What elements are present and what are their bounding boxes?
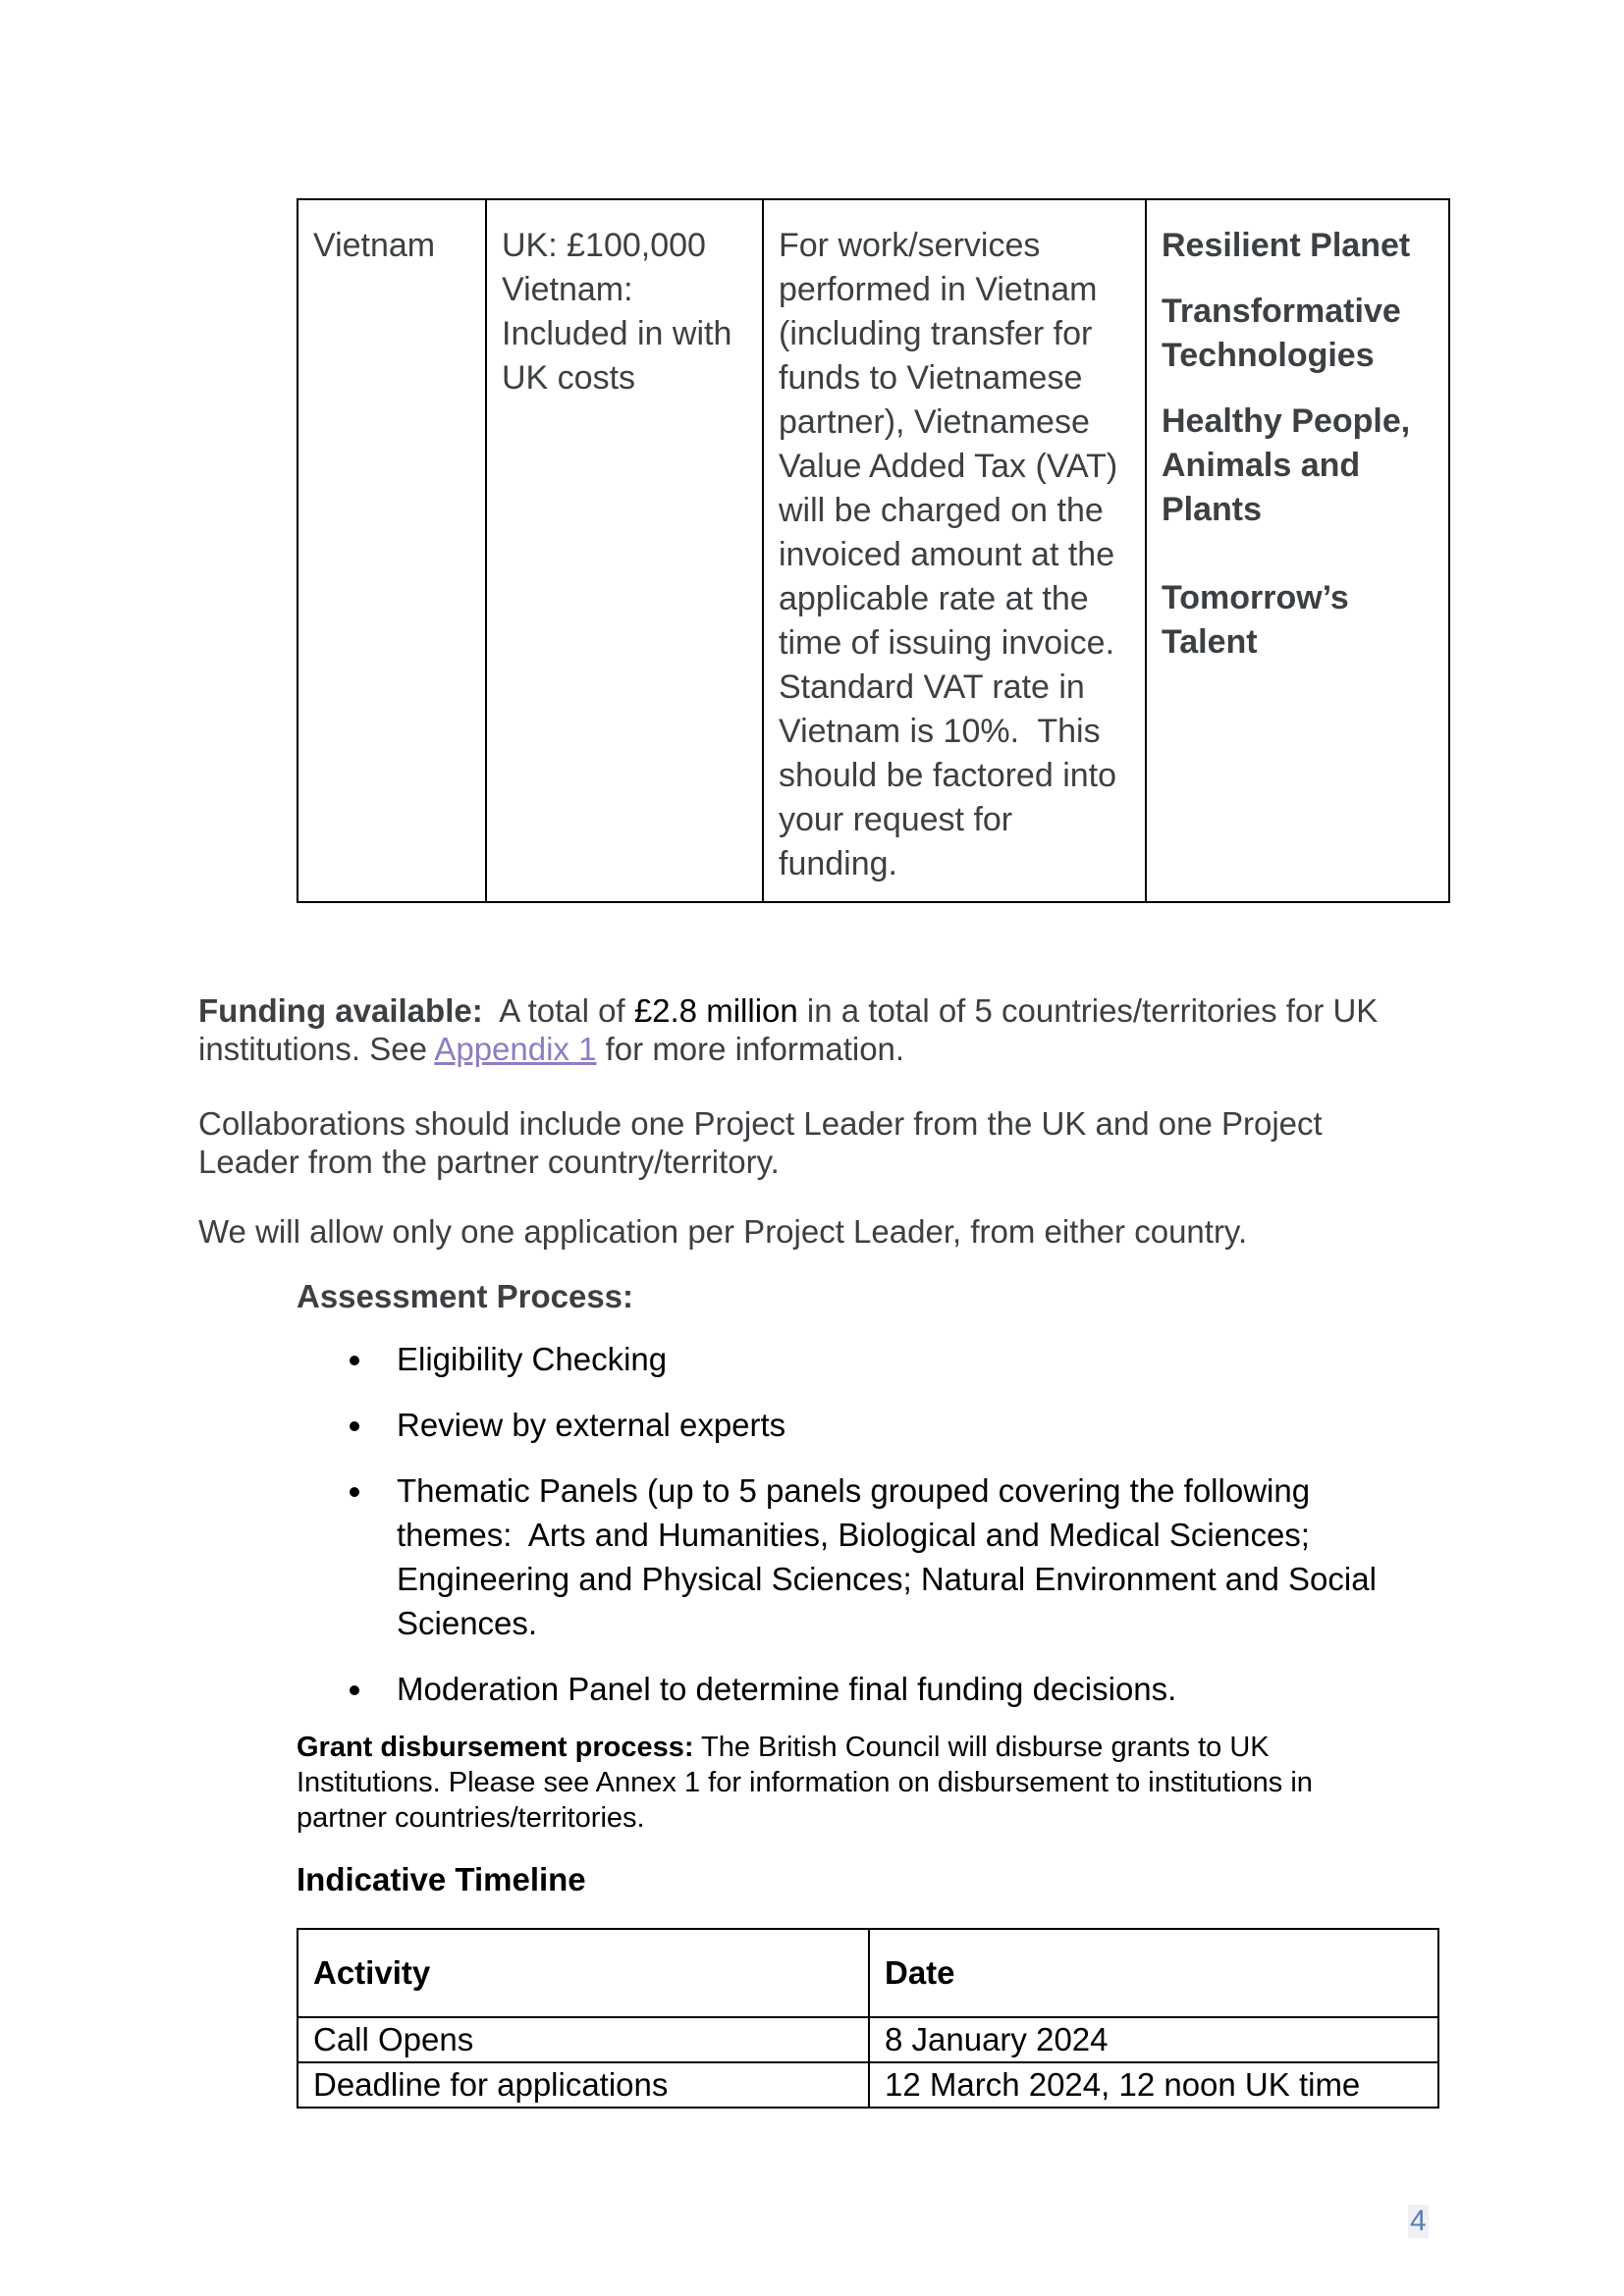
country-cell — [298, 199, 486, 902]
list-item-text: Review by external experts — [397, 1407, 786, 1443]
funding-text: A total of — [482, 992, 634, 1029]
vat-line: partner), Vietnamese — [779, 403, 1090, 441]
theme-transformative-technologies: Transformative — [1162, 293, 1401, 330]
vat-line: Vietnam is 10%. This — [779, 713, 1101, 750]
vat-line: will be charged on the — [779, 492, 1104, 529]
column-header-activity: Activity — [298, 1929, 869, 2017]
bullet-icon — [350, 1356, 359, 1365]
vat-line: performed in Vietnam — [779, 271, 1098, 308]
list-item-text: Moderation Panel to determine final funding decisions. — [397, 1671, 1177, 1707]
page-number: 4 — [1410, 2205, 1427, 2237]
vat-line: Standard VAT rate in — [779, 668, 1085, 706]
vat-line: invoiced amount at the — [779, 536, 1115, 573]
list-item-text: Thematic Panels (up to 5 panels grouped covering the following — [397, 1472, 1311, 1509]
activity-cell: Deadline for applications — [298, 2062, 869, 2108]
vat-line: (including transfer for — [779, 315, 1093, 352]
table-row — [298, 199, 1449, 902]
vat-line: time of issuing invoice. — [779, 624, 1115, 662]
theme-healthy-people: Healthy People, — [1162, 402, 1411, 440]
disbursement-label: Grant disbursement process: — [297, 1732, 694, 1763]
theme-resilient-planet: Resilient Planet — [1162, 227, 1411, 264]
list-item-text: Engineering and Physical Sciences; Natural Environment and Social — [397, 1561, 1377, 1597]
vat-line: applicable rate at the — [779, 580, 1089, 617]
bullet-icon — [350, 1421, 359, 1431]
funding-line: Vietnam: — [502, 271, 633, 308]
list-item-text: themes: Arts and Humanities, Biological and Medical Sciences; — [397, 1517, 1310, 1553]
bullet-icon — [350, 1487, 359, 1497]
funding-text: institutions. See — [198, 1031, 435, 1067]
funding-available-paragraph — [198, 991, 1378, 1068]
disbursement-text: Institutions. Please see Annex 1 for information on disbursement to institutions in — [297, 1767, 1313, 1798]
vat-line: Value Added Tax (VAT) — [779, 448, 1118, 485]
funding-line: UK costs — [502, 359, 636, 397]
list-item-text: Sciences. — [397, 1605, 538, 1641]
activity-cell: Call Opens — [298, 2017, 869, 2062]
disbursement-text: partner countries/territories. — [297, 1802, 645, 1834]
vat-line: should be factored into — [779, 757, 1117, 794]
funding-text: for more information. — [596, 1031, 905, 1067]
themes-cell — [1146, 199, 1449, 902]
theme-tomorrows-talent: Tomorrow’s — [1162, 579, 1349, 616]
theme-healthy-people-cont: Plants — [1162, 491, 1263, 528]
funding-amount: £2.8 million — [633, 992, 798, 1029]
theme-healthy-people-cont: Animals and — [1162, 447, 1361, 484]
collaborations-line: Collaborations should include one Project Leader from the UK and one Project — [198, 1105, 1323, 1142]
column-header-date: Date — [869, 1929, 1438, 2017]
bullet-icon — [350, 1685, 359, 1695]
vat-line: funds to Vietnamese — [779, 359, 1083, 397]
date-cell: 8 January 2024 — [869, 2017, 1438, 2062]
list-item-text: Eligibility Checking — [397, 1341, 668, 1377]
funding-line: UK: £100,000 — [502, 227, 706, 264]
collaborations-paragraph — [198, 1104, 1323, 1181]
vat-line: For work/services — [779, 227, 1041, 264]
table-header-row — [298, 1929, 1438, 2017]
list-item — [397, 1468, 1457, 1645]
one-application-paragraph: We will allow only one application per Project Leader, from either country. — [198, 1213, 1248, 1250]
assessment-list — [397, 1337, 1457, 1711]
funding-cell — [486, 199, 763, 902]
list-item — [397, 1337, 1457, 1381]
vat-cell — [763, 199, 1146, 902]
theme-transformative-technologies-cont: Technologies — [1162, 337, 1375, 374]
country-funding-table — [297, 198, 1450, 903]
assessment-heading: Assessment Process: — [297, 1278, 634, 1314]
funding-text: in a total of 5 countries/territories for UK — [797, 992, 1379, 1029]
country-name: Vietnam — [313, 227, 436, 264]
list-item — [397, 1667, 1457, 1711]
vat-line: your request for — [779, 801, 1013, 838]
appendix-1-link[interactable]: Appendix 1 — [434, 1031, 597, 1067]
timeline-table — [297, 1928, 1439, 2109]
list-item — [397, 1403, 1457, 1447]
funding-line: Included in with — [502, 315, 732, 352]
timeline-heading: Indicative Timeline — [297, 1861, 586, 1897]
collaborations-line: Leader from the partner country/territory. — [198, 1144, 780, 1180]
theme-tomorrows-talent-cont: Talent — [1162, 623, 1258, 661]
table-row — [298, 2017, 1438, 2062]
disbursement-text: The British Council will disburse grants to UK — [693, 1732, 1270, 1763]
table-row — [298, 2062, 1438, 2108]
date-cell: 12 March 2024, 12 noon UK time — [869, 2062, 1438, 2108]
disbursement-paragraph — [297, 1730, 1313, 1836]
vat-line: funding. — [779, 845, 897, 882]
funding-label: Funding available: — [198, 992, 483, 1029]
